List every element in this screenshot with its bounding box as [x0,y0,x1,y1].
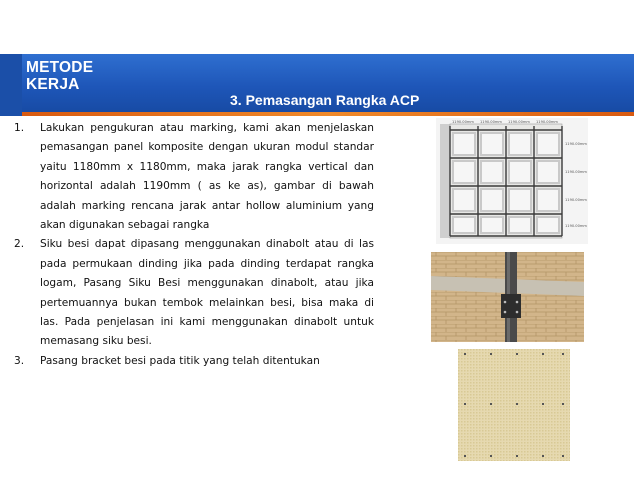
step-1 [14,119,374,235]
steps-list [14,119,374,371]
svg-text:1190.00mm: 1190.00mm [508,120,530,124]
step-text: Pasang bracket besi pada titik yang telah ditentukan [40,354,320,367]
step-number: 1. [14,122,25,134]
svg-text:1190.00mm: 1190.00mm [452,120,474,124]
bracket-points-figure [458,349,570,461]
wall-bracket-figure [431,252,584,342]
grid-marking-figure [436,118,588,244]
svg-text:1190.00mm: 1190.00mm [565,170,587,174]
method-title-line2: KERJA [26,76,80,93]
step-number: 3. [14,354,25,367]
svg-text:1190.00mm: 1190.00mm [565,142,587,146]
step-number: 2. [14,238,25,251]
method-title [26,59,116,93]
top-margin [0,0,638,48]
svg-text:1190.00mm: 1190.00mm [536,120,558,124]
banner-accent-line [22,112,634,116]
section-title: 3. Pemasangan Rangka ACP [230,92,420,108]
svg-text:1190.00mm: 1190.00mm [565,224,587,228]
step-2 [14,235,374,351]
svg-text:1190.00mm: 1190.00mm [565,198,587,202]
method-title-line1: METODE [26,59,94,76]
step-3 [14,352,374,371]
step-text: Lakukan pengukuran atau marking, kami akan menjelaskan pemasangan panel komposite dengan ukuran modul standar yaitu 1180mm x 1180mm, maka jarak rangka vertical dan horizontal adalah 1190mm ( as ke as), gambar di bawah adalah marking rencana jarak antar hollow aluminium yang akan digunakan sebagai rangka [40,122,374,232]
svg-text:1190.00mm: 1190.00mm [480,120,502,124]
step-text: Siku besi dapat dipasang menggunakan dinabolt atau di las pada permukaan dinding jika pada dinding terdapat rangka logam, Pasang Siku Besi menggunakan dinabolt, atau jika pertemuannya bukan tembok melainkan besi, bisa maka di las. Pada penjelasan ini kami menggunakan dinabolt untuk memasang siku besi. [40,238,374,348]
banner-side-bar [0,54,22,116]
